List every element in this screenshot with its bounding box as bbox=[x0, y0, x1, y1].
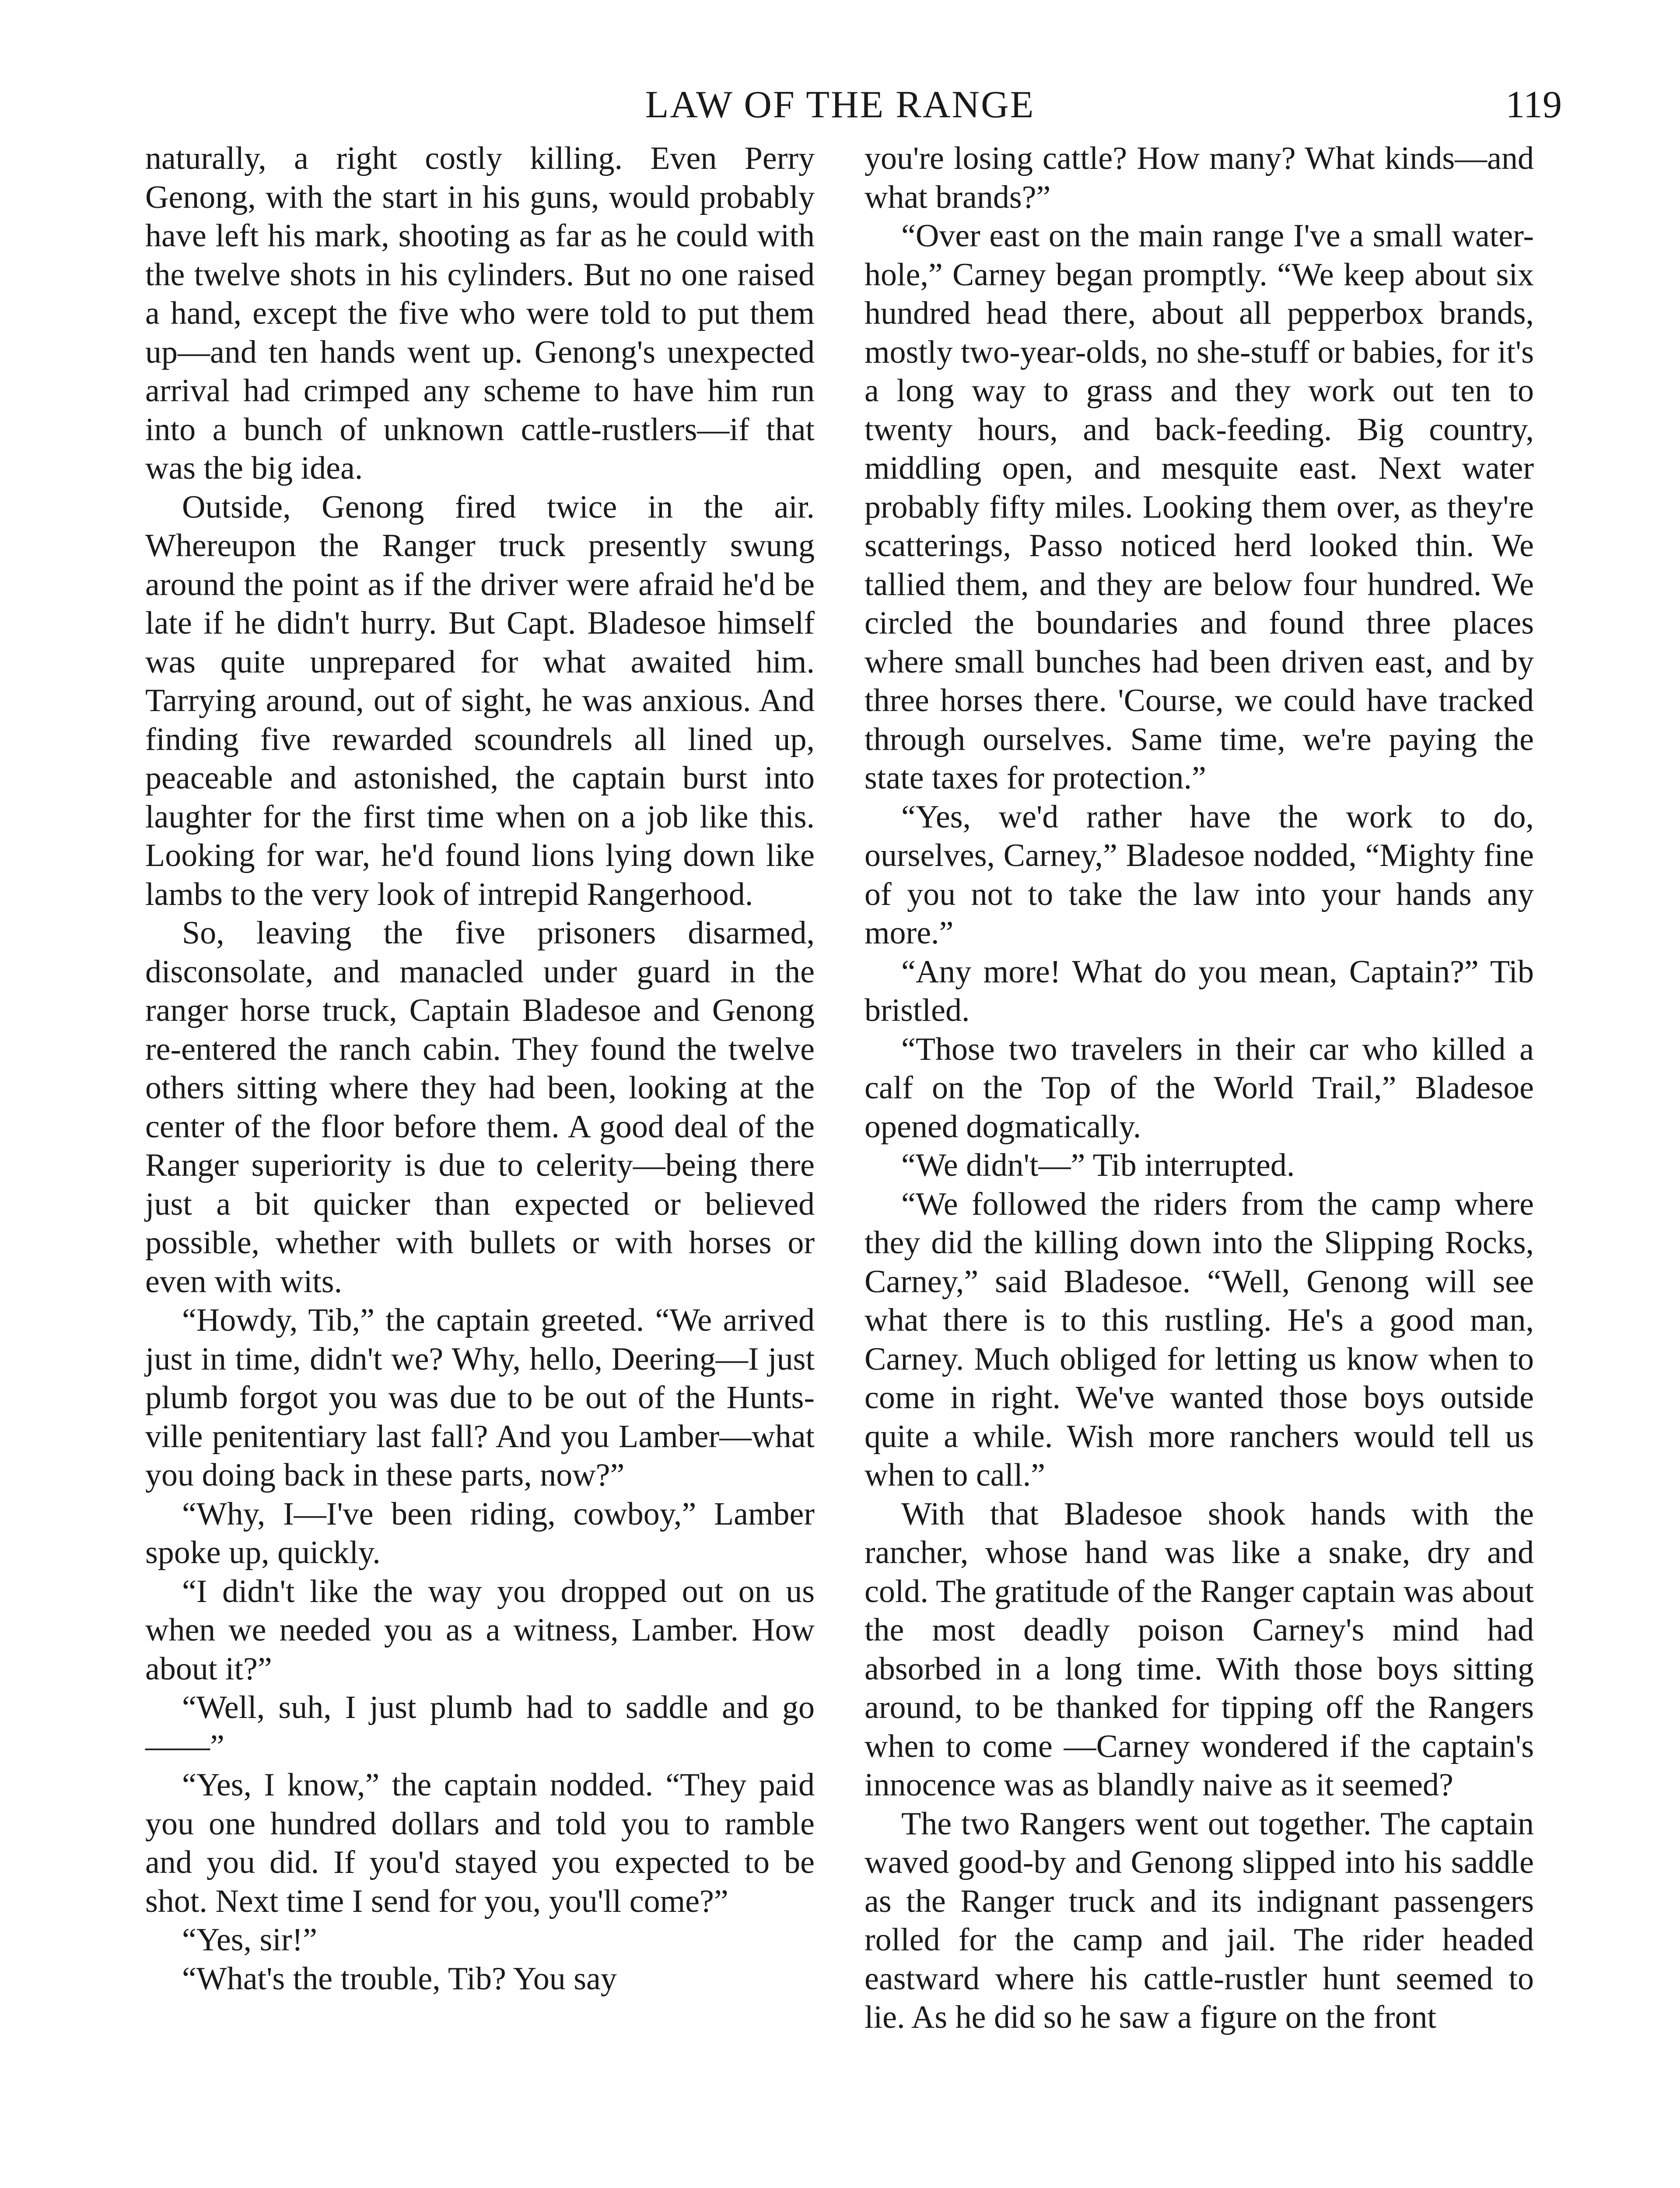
paragraph: “Those two travelers in their car who killed a calf on the Top of the World Trail,” Bladesoe opened dogmatically. bbox=[864, 1031, 1534, 1145]
paragraph: “Any more! What do you mean, Captain?” Tib bristled. bbox=[864, 954, 1534, 1028]
paragraph: “We followed the riders from the camp where they did the killing down into the Slipping Rocks, Carney,” said Bladesoe. “Well, Genong will see what there is to this rustling. He's a good man, Carney. Much obliged for letting us know when to come in right. We've wanted those boys outside quite a while. Wish more ranchers would tell us when to call.” bbox=[864, 1186, 1534, 1493]
paragraph: “Yes, I know,” the captain nodded. “They paid you one hundred dollars and told you to ramble and you did. If you'd stayed you expected to be shot. Next time I send for you, you'll come?” bbox=[145, 1767, 815, 1919]
right-column bbox=[864, 139, 1534, 2037]
paragraph: “Over east on the main range I've a small water-hole,” Carney began promptly. “We keep about six hundred head there, about all pepperbox brands, mostly two-year-olds, no she-stuff or babies, for it's a long way to grass and they work out ten to twenty hours, and back-feeding. Big country, middling open, and mesquite east. Next water probably fifty miles. Looking them over, as they're scatterings, Passo noticed herd looked thin. We tallied them, and they are below four hundred. We circled the boundaries and found three places where small bunches had been driven east, and by three horses there. 'Course, we could have tracked through ourselves. Same time, we're paying the state taxes for protection.” bbox=[864, 218, 1534, 796]
paragraph: “Well, suh, I just plumb had to saddle and go——” bbox=[145, 1690, 815, 1764]
paragraph: “Howdy, Tib,” the captain greeted. “We arrived just in time, didn't we? Why, hello, Deering—I just plumb forgot you was due to be out of the Huntsville penitentiary last fall? And you Lamber—what you doing back in these parts, now?” bbox=[145, 1302, 815, 1493]
paragraph: “We didn't—” Tib interrupted. bbox=[901, 1147, 1295, 1183]
page-number: 119 bbox=[1505, 84, 1562, 126]
left-column bbox=[145, 139, 815, 1998]
running-head bbox=[0, 83, 1680, 127]
paragraph: you're losing cattle? How many? What kinds—and what brands?” bbox=[864, 140, 1534, 215]
paragraph: naturally, a right costly killing. Even Perry Genong, with the start in his guns, would probably have left his mark, shooting as far as he could with the twelve shots in his cylinders. But no one raised a hand, except the five who were told to put them up—and ten hands went up. Genong's unexpected arrival had crimped any scheme to have him run into a bunch of unknown cattle-rustlers—if that was the big idea. bbox=[145, 140, 815, 486]
paragraph: “What's the trouble, Tib? You say bbox=[182, 1960, 617, 1997]
paragraph: “I didn't like the way you dropped out on us when we needed you as a witness, Lamber. How about it?” bbox=[145, 1573, 815, 1687]
paragraph: So, leaving the five prisoners disarmed, disconsolate, and manacled under guard in the ranger horse truck, Captain Bladesoe and Genong re-entered the ranch cabin. They found the twelve others sitting where they had been, looking at the center of the floor before them. A good deal of the Ranger superiority is due to celerity—being there just a bit quicker than expected or believed possible, whether with bullets or with horses or even with wits. bbox=[145, 915, 815, 1300]
paragraph: “Why, I—I've been riding, cowboy,” Lamber spoke up, quickly. bbox=[145, 1496, 815, 1571]
paragraph: “Yes, we'd rather have the work to do, ourselves, Carney,” Bladesoe nodded, “Mighty fine of you not to take the law into your hands any more.” bbox=[864, 799, 1534, 951]
paragraph: “Yes, sir!” bbox=[182, 1922, 318, 1958]
paragraph: Outside, Genong fired twice in the air. Whereupon the Ranger truck presently swung around the point as if the driver were afraid he'd be late if he didn't hurry. But Capt. Bladesoe himself was quite unprepared for what awaited him. Tarrying around, out of sight, he was anxious. And finding five rewarded scoundrels all lined up, peaceable and astonished, the captain burst into laughter for the first time when on a job like this. Looking for war, he'd found lions lying down like lambs to the very look of intrepid Rangerhood. bbox=[145, 489, 815, 912]
paragraph: With that Bladesoe shook hands with the rancher, whose hand was like a snake, dry and cold. The gratitude of the Ranger captain was about the most deadly poison Carney's mind had absorbed in a long time. With those boys sitting around, to be thanked for tipping off the Rangers when to come —Carney wondered if the captain's innocence was as blandly naive as it seemed? bbox=[864, 1496, 1534, 1803]
paragraph: The two Rangers went out together. The captain waved good-by and Genong slipped into his saddle as the Ranger truck and its indignant passengers rolled for the camp and jail. The rider headed eastward where his cattle-rustler hunt seemed to lie. As he did so he saw a figure on the front bbox=[864, 1806, 1534, 2035]
running-title: LAW OF THE RANGE bbox=[645, 84, 1035, 126]
